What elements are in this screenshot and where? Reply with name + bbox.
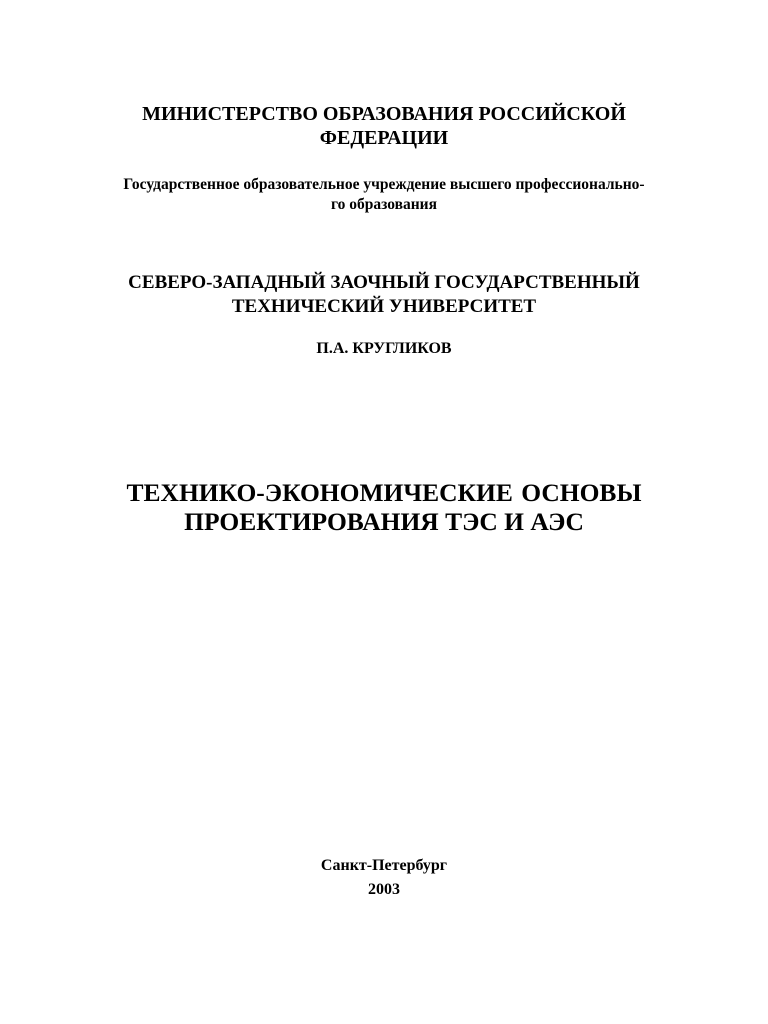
author-name: П.А. КРУГЛИКОВ: [316, 340, 452, 357]
university-name-line-1: СЕВЕРО-ЗАПАДНЫЙ ЗАОЧНЫЙ ГОСУДАРСТВЕННЫЙ: [128, 272, 640, 293]
publication-year: 2003: [368, 881, 400, 898]
ministry-heading-line-1: МИНИСТЕРСТВО ОБРАЗОВАНИЯ РОССИЙСКОЙ: [142, 103, 626, 125]
institution-line-2: го образования: [330, 196, 438, 213]
document-title-line-2: ПРОЕКТИРОВАНИЯ ТЭС И АЭС: [184, 507, 584, 536]
institution-line-1: Государственное образовательное учреждение высшего профессионально-: [123, 176, 645, 193]
document-title-line-1: ТЕХНИКО-ЭКОНОМИЧЕСКИЕ ОСНОВЫ: [126, 478, 642, 507]
publication-city: Санкт-Петербург: [320, 857, 448, 874]
university-name-line-2: ТЕХНИЧЕСКИЙ УНИВЕРСИТЕТ: [231, 296, 537, 317]
ministry-heading-line-2: ФЕДЕРАЦИИ: [319, 127, 449, 149]
